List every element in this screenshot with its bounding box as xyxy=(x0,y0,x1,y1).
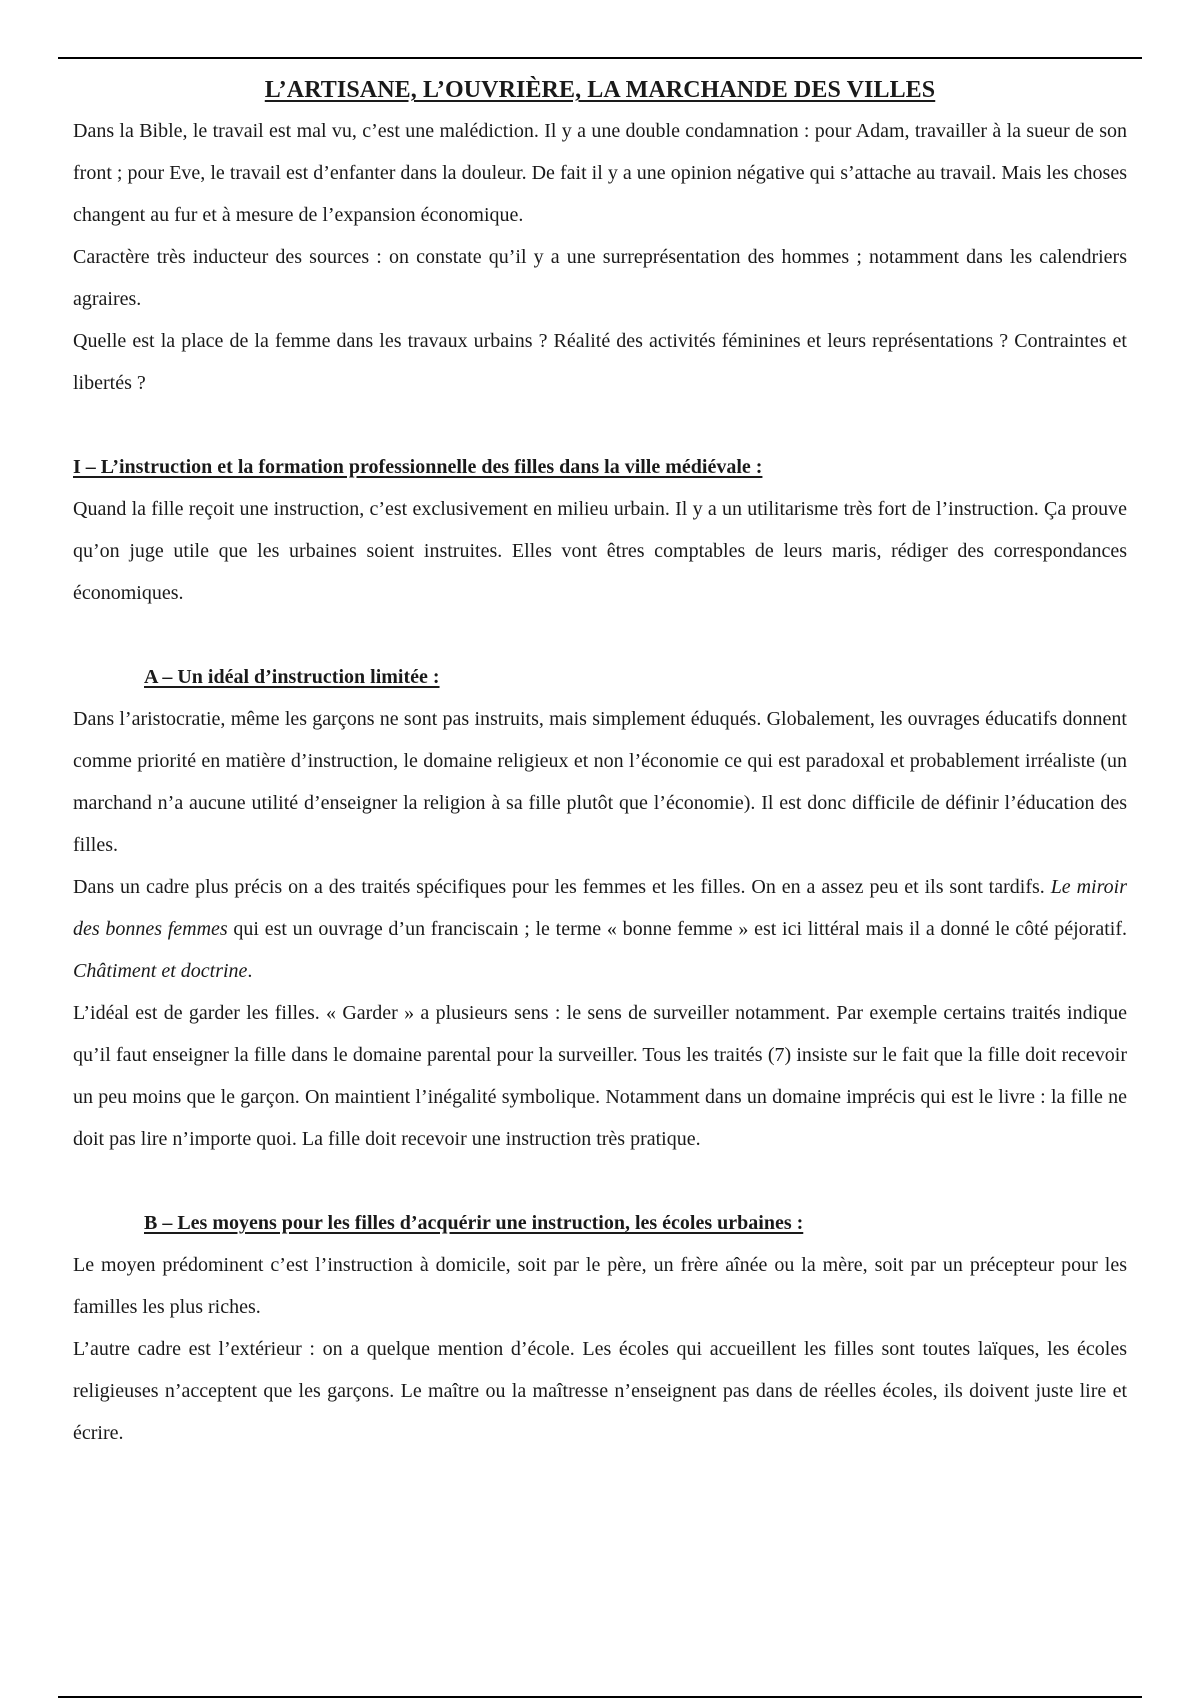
spacer xyxy=(73,614,1127,656)
bottom-rule xyxy=(58,1696,1142,1698)
intro-paragraph-2: Caractère très inducteur des sources : on constate qu’il y a une surreprésentation des hommes ; notamment dans les calendriers agraires. xyxy=(73,246,1127,310)
subsection-b-paragraph-2: L’autre cadre est l’extérieur : on a quelque mention d’école. Les écoles qui accueillent les filles sont toutes laïques, les écoles religieuses n’acceptent que les garçons. Le maître ou la maîtresse n’enseignent pas dans de réelles écoles, ils doivent juste lire et écrire. xyxy=(73,1338,1127,1444)
subsection-b-paragraph-1: Le moyen prédominent c’est l’instruction à domicile, soit par le père, un frère aînée ou la mère, soit par un précepteur pour les familles les plus riches. xyxy=(73,1254,1127,1318)
intro-paragraph-3: Quelle est la place de la femme dans les travaux urbains ? Réalité des activités féminines et leurs représentations ? Contraintes et libertés ? xyxy=(73,330,1127,394)
subsection-a-p2-text-2: qui est un ouvrage d’un franciscain ; le terme « bonne femme » est ici littéral mais il a donné le côté péjoratif. xyxy=(227,918,1127,940)
intro-paragraph-1: Dans la Bible, le travail est mal vu, c’est une malédiction. Il y a une double condamnation : pour Adam, travailler à la sueur de son front ; pour Eve, le travail est d’enfanter dans la douleur. De fait il y a une opinion négative qui s’attache au travail. Mais les choses changent au fur et à mesure de l’expansion économique. xyxy=(73,120,1127,226)
subsection-a-p2-text-3: . xyxy=(247,960,253,982)
spacer xyxy=(73,1160,1127,1202)
subsection-a-heading: A – Un idéal d’instruction limitée : xyxy=(144,666,440,688)
book-title-miroir: Le miroir des bonnes femmes xyxy=(73,876,1127,940)
subsection-a-paragraph-3: L’idéal est de garder les filles. « Garder » a plusieurs sens : le sens de surveiller notamment. Par exemple certains traités indique qu’il faut enseigner la fille dans le domaine parental pour la surveiller. Tous les traités (7) insiste sur le fait que la fille doit recevoir un peu moins que le garçon. On maintient l’inégalité symbolique. Notamment dans un domaine imprécis qui est le livre : la fille ne doit pas lire n’importe quoi. La fille doit recevoir une instruction très pratique. xyxy=(73,1002,1127,1150)
subsection-a-paragraph-1: Dans l’aristocratie, même les garçons ne sont pas instruits, mais simplement éduqués. Globalement, les ouvrages éducatifs donnent comme priorité en matière d’instruction, le domaine religieux et non l’économie ce qui est paradoxal et probablement irréaliste (un marchand n’a aucune utilité d’enseigner la religion à sa fille plutôt que l’économie). Il est donc difficile de définir l’éducation des filles. xyxy=(73,708,1127,856)
section-1-heading: I – L’instruction et la formation professionnelle des filles dans la ville médiévale : xyxy=(73,456,763,478)
subsection-a-p2-text-1: Dans un cadre plus précis on a des traités spécifiques pour les femmes et les filles. On en a assez peu et ils sont tardifs. xyxy=(73,876,1051,898)
document-page xyxy=(73,72,1127,1454)
spacer xyxy=(73,404,1127,446)
top-rule xyxy=(58,57,1142,59)
subsection-a-paragraph-2 xyxy=(73,866,1127,992)
book-title-chatiment: Châtiment et doctrine xyxy=(73,960,248,982)
subsection-b-heading: B – Les moyens pour les filles d’acquérir une instruction, les écoles urbaines : xyxy=(144,1212,804,1234)
document-title: L’ARTISANE, L’OUVRIÈRE, LA MARCHANDE DES VILLES xyxy=(264,77,936,103)
section-1-paragraph: Quand la fille reçoit une instruction, c’est exclusivement en milieu urbain. Il y a un utilitarisme très fort de l’instruction. Ça prouve qu’on juge utile que les urbaines soient instruites. Elles vont êtres comptables de leurs maris, rédiger des correspondances économiques. xyxy=(73,498,1127,604)
